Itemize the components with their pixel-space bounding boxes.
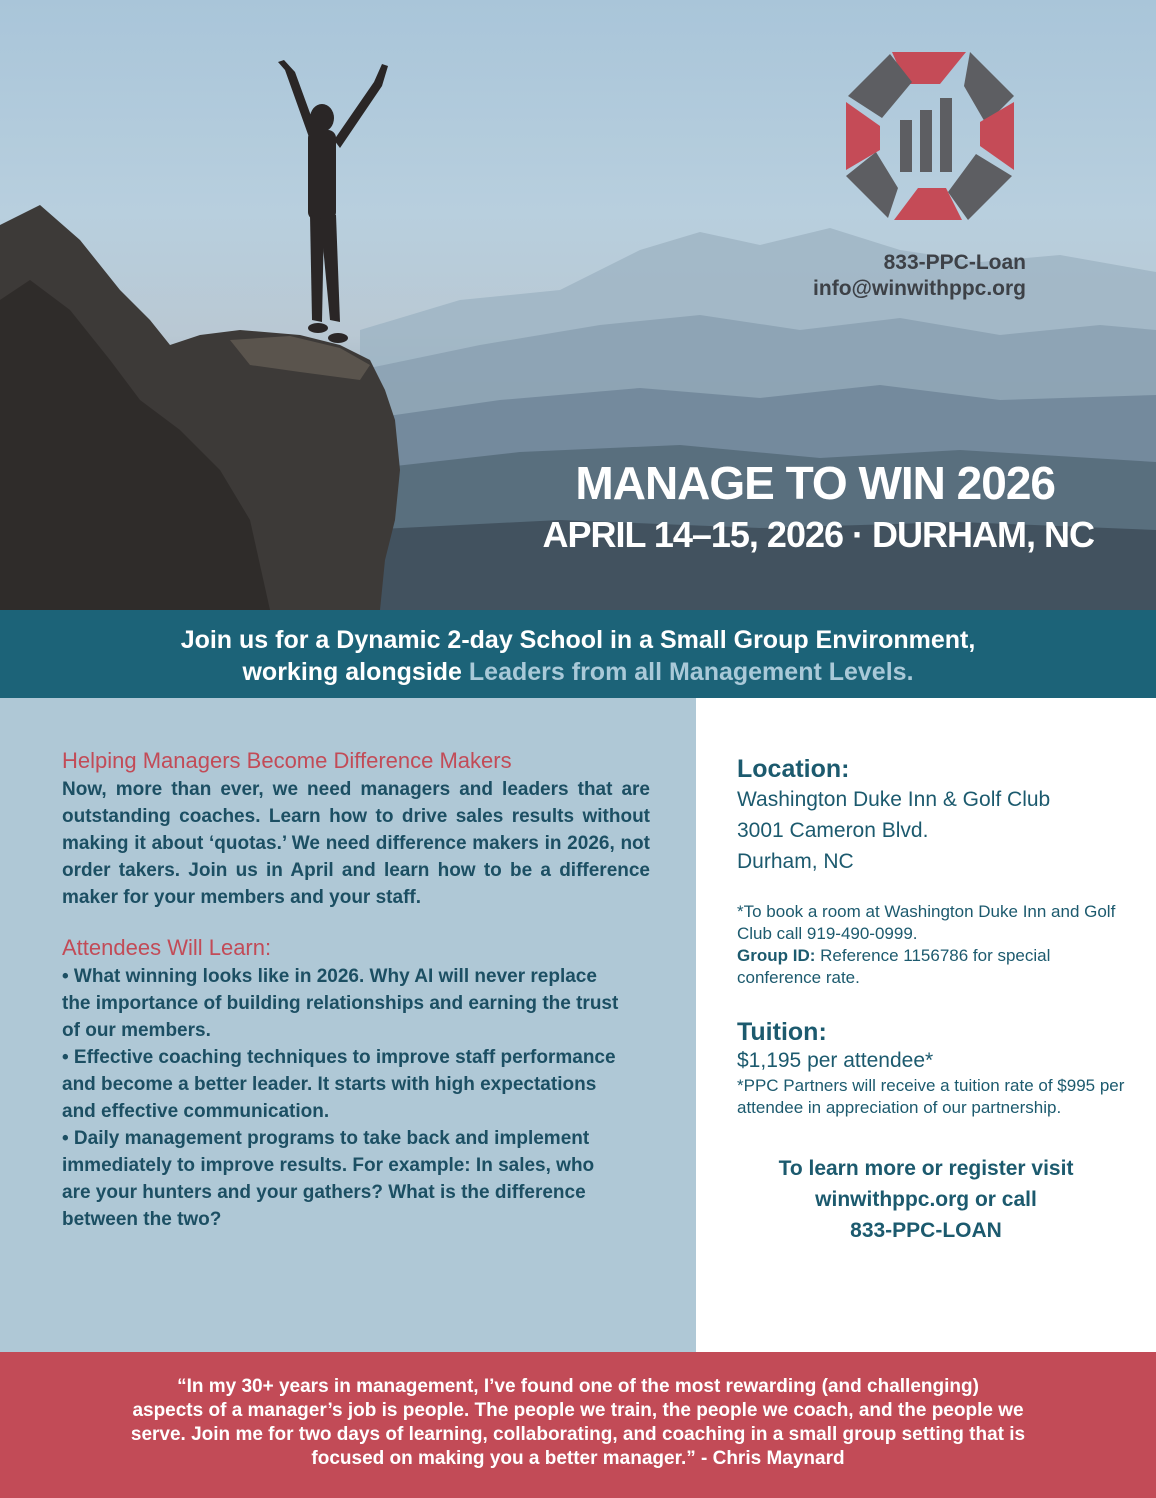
- section-title-attendees-learn: Attendees Will Learn:: [62, 935, 272, 960]
- booking-note: [737, 901, 1127, 989]
- group-id-text: Reference 1156786 for special conference rate.: [737, 946, 1051, 987]
- location-address: [737, 784, 1127, 877]
- quote-line: serve. Join me for two days of learning, collaborating, and coaching in a small group setting that is: [130, 1424, 1026, 1445]
- cta-line: To learn more or register visit: [778, 1157, 1074, 1180]
- event-title: MANAGE TO WIN 2026: [575, 457, 1055, 509]
- quote-line: aspects of a manager’s job is people. The people we train, the people we coach, and the people we: [132, 1400, 1024, 1421]
- tuition-note: *PPC Partners will receive a tuition rate of $995 per attendee in appreciation of our partnership.: [737, 1076, 1125, 1117]
- hero-image: [0, 0, 1156, 610]
- contact-phone: 833-PPC-Loan: [883, 251, 1026, 274]
- section-body-difference-makers: Now, more than ever, we need managers and leaders that are outstanding coaches. Learn how to drive sales results without making it about ‘quotas.’ We need difference makers in 2026, not order takers. Join us in April and learn how to be a difference maker for your members and your staff.: [62, 779, 650, 908]
- banner-line-2: [0, 656, 1156, 688]
- banner-line-2-prefix: working alongside: [242, 658, 469, 686]
- banner-highlight: Leaders from all Management Levels.: [468, 658, 914, 686]
- location-line: Washington Duke Inn & Golf Club: [737, 788, 1051, 811]
- ppc-logo: [836, 42, 1024, 230]
- contact-info: [813, 250, 1026, 302]
- learning-bullets: [62, 963, 622, 1233]
- tuition-price: $1,195 per attendee*: [737, 1049, 934, 1072]
- location-line: Durham, NC: [737, 850, 854, 873]
- testimonial-quote: [0, 1352, 1156, 1498]
- quote-line: “In my 30+ years in management, I’ve found one of the most rewarding (and challenging): [177, 1376, 979, 1397]
- location-heading: Location:: [737, 755, 850, 783]
- section-title-difference-makers: Helping Managers Become Difference Makers: [62, 748, 512, 773]
- intro-banner: [0, 610, 1156, 698]
- banner-line-1: Join us for a Dynamic 2-day School in a Small Group Environment,: [180, 626, 976, 654]
- cta-phone: 833-PPC-LOAN: [850, 1219, 1002, 1242]
- group-id-label: Group ID:: [737, 946, 816, 965]
- bullet-item: • Daily management programs to take back and implement immediately to improve results. For example: In sales, who are your hunters and your gathers? What is the difference between the two?: [62, 1128, 595, 1230]
- booking-note-text: *To book a room at Washington Duke Inn and Golf Club call 919-490-0999.: [737, 902, 1116, 943]
- left-panel: [0, 698, 696, 1352]
- location-line: 3001 Cameron Blvd.: [737, 819, 929, 842]
- right-panel: [696, 698, 1156, 1352]
- register-cta: [731, 1153, 1121, 1246]
- event-date-location: APRIL 14–15, 2026 · DURHAM, NC: [542, 514, 1094, 555]
- bullet-item: • What winning looks like in 2026. Why AI will never replace the importance of building relationships and earning the trust of our members.: [62, 966, 619, 1041]
- tuition-heading: Tuition:: [737, 1018, 827, 1046]
- cta-website-link[interactable]: winwithppc.org or call: [815, 1188, 1037, 1211]
- bullet-item: • Effective coaching techniques to improve staff performance and become a better leader. It starts with high expectations and effective communication.: [62, 1047, 616, 1122]
- event-headline: [504, 455, 1094, 559]
- contact-email[interactable]: info@winwithppc.org: [813, 277, 1026, 300]
- quote-line: focused on making you a better manager.” - Chris Maynard: [311, 1448, 845, 1469]
